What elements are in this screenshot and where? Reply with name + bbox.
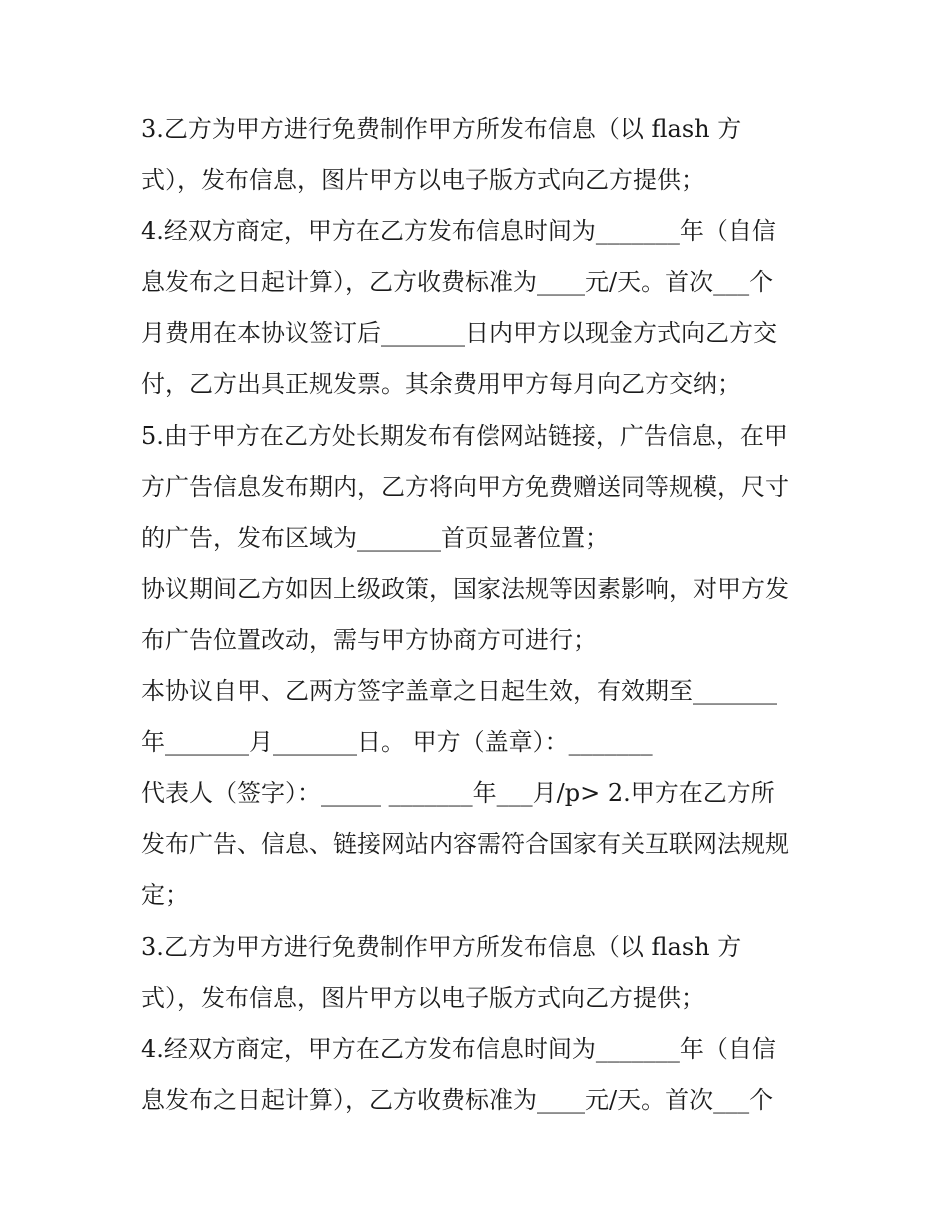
text-line: 定； — [141, 881, 189, 910]
text-line: 本协议自甲、乙两方签字盖章之日起生效，有效期至_______ — [141, 677, 777, 706]
text-line: 息发布之日起计算），乙方收费标准为____元/天。首次___个 — [141, 1085, 774, 1114]
text-line: 5.由于甲方在乙方处长期发布有偿网站链接，广告信息，在甲 — [141, 421, 788, 450]
text-line: 息发布之日起计算），乙方收费标准为____元/天。首次___个 — [141, 268, 774, 297]
text-line: 月费用在本协议签订后_______日内甲方以现金方式向乙方交 — [141, 319, 777, 348]
text-line: 布广告位置改动，需与甲方协商方可进行； — [141, 625, 597, 654]
text-line: 方广告信息发布期内，乙方将向甲方免费赠送同等规模，尺寸 — [141, 472, 789, 501]
text-line: 的广告，发布区域为_______首页显著位置； — [141, 523, 609, 552]
document-body — [141, 104, 831, 1126]
text-line: 3.乙方为甲方进行免费制作甲方所发布信息（以 flash 方 — [141, 932, 742, 961]
text-line: 4.经双方商定，甲方在乙方发布信息时间为_______年（自信 — [141, 1034, 776, 1063]
text-line: 付，乙方出具正规发票。其余费用甲方每月向乙方交纳； — [141, 370, 741, 399]
text-line: 式），发布信息，图片甲方以电子版方式向乙方提供； — [141, 983, 705, 1012]
text-line: 代表人（签字）：_____ _______年___月/p> 2.甲方在乙方所 — [141, 779, 775, 808]
text-line: 3.乙方为甲方进行免费制作甲方所发布信息（以 flash 方 — [141, 115, 742, 143]
text-line: 发布广告、信息、链接网站内容需符合国家有关互联网法规规 — [141, 830, 789, 859]
text-line: 年_______月_______日。 甲方（盖章）：_______ — [141, 728, 653, 757]
text-line: 4.经双方商定，甲方在乙方发布信息时间为_______年（自信 — [141, 217, 776, 246]
text-line: 式），发布信息，图片甲方以电子版方式向乙方提供； — [141, 166, 705, 195]
text-line: 协议期间乙方如因上级政策，国家法规等因素影响，对甲方发 — [141, 574, 789, 603]
